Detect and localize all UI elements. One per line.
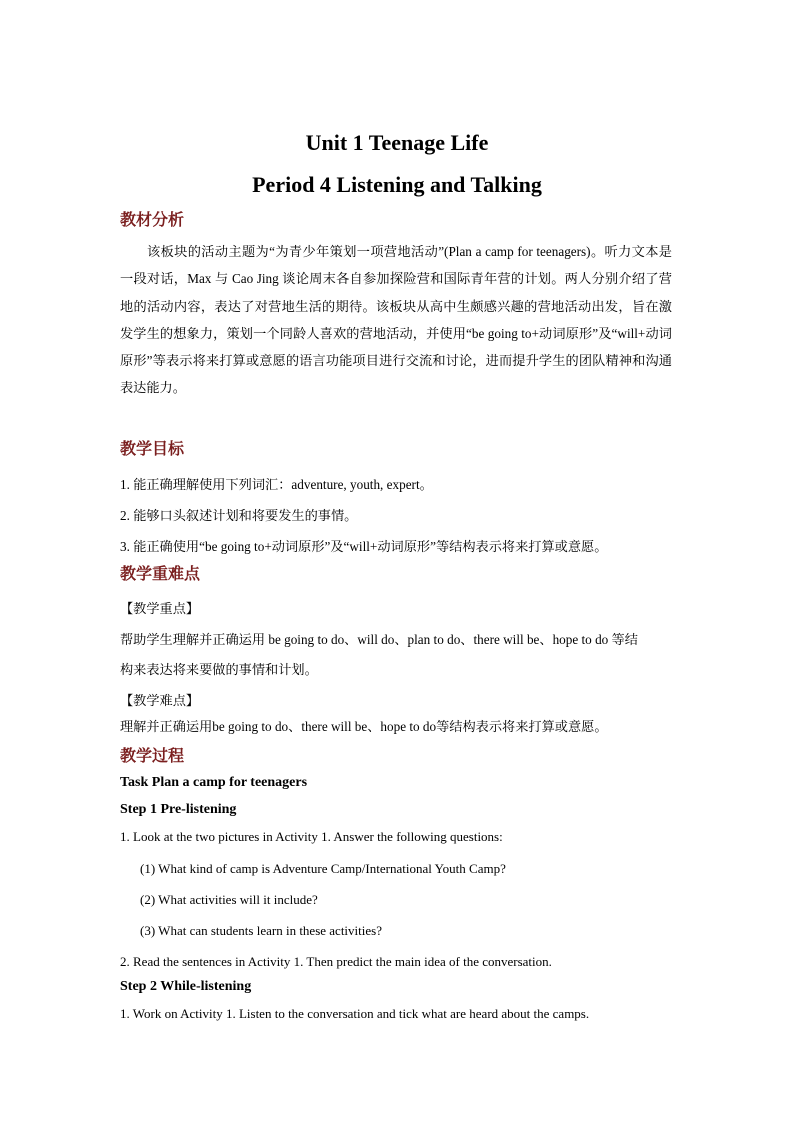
step-item: 1. Look at the two pictures in Activity 1. Answer the following questions:	[120, 829, 503, 844]
objective-item: 3. 能正确使用“be going to+动词原形”及“will+动词原形”等结构表示将来打算或意愿。	[120, 539, 608, 554]
section-heading-process: 教学过程	[120, 748, 185, 765]
question-item: (2) What activities will it include?	[140, 892, 318, 907]
analysis-paragraph: 该板块的活动主题为“为青少年策划一项营地活动”(Plan a camp for teenagers)。听力文本是一段对话，Max 与 Cao Jing 谈论周末各自参加探险营和国际青年营的计划。两人分别介绍了营地的活动内容，表达了对营地生活的期待。该板块从高中生颇感兴趣的营地活动出发，旨在激发学生的想象力，策划一个同龄人喜欢的营地活动，并使用“be going to+动词原形”及“will+动词原形”等表示将来打算或意愿的语言功能项目进行交流和讨论，进而提升学生的团队精神和沟通表达能力。	[120, 244, 672, 396]
step-item: 1. Work on Activity 1. Listen to the conversation and tick what are heard about the camps.	[120, 1006, 590, 1021]
section-heading-analysis: 教材分析	[120, 212, 185, 229]
question-item: (1) What kind of camp is Adventure Camp/International Youth Camp?	[140, 861, 506, 876]
focus-text-line: 帮助学生理解并正确运用 be going to do、will do、plan to do、there will be、hope to do 等结	[120, 632, 638, 647]
section-heading-objectives: 教学目标	[120, 441, 185, 458]
focus-label: 【教学重点】	[120, 601, 200, 616]
document-title: Unit 1 Teenage Life	[305, 130, 489, 155]
document-subtitle: Period 4 Listening and Talking	[252, 172, 542, 197]
difficulty-text: 理解并正确运用be going to do、there will be、hope to do等结构表示将来打算或意愿。	[120, 719, 608, 734]
focus-text-line: 构来表达将来要做的事情和计划。	[120, 662, 318, 677]
question-item: (3) What can students learn in these activities?	[140, 923, 382, 938]
step-title: Step 1 Pre-listening	[120, 802, 237, 817]
difficulty-label: 【教学难点】	[120, 693, 200, 708]
objective-item: 1. 能正确理解使用下列词汇：adventure, youth, expert。	[120, 477, 433, 492]
task-title: Task Plan a camp for teenagers	[120, 775, 308, 790]
step-item: 2. Read the sentences in Activity 1. Then predict the main idea of the conversation.	[120, 954, 552, 969]
objective-item: 2. 能够口头叙述计划和将要发生的事情。	[120, 508, 358, 523]
section-heading-keypoints: 教学重难点	[120, 566, 201, 583]
step-title: Step 2 While-listening	[120, 979, 252, 994]
